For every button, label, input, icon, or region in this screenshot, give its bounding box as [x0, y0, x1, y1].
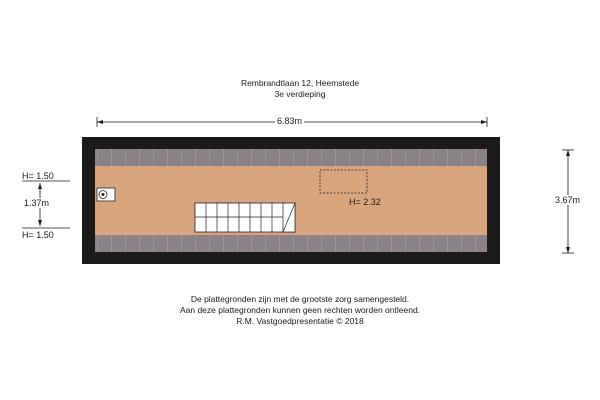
staircase-icon	[195, 203, 295, 232]
copyright-line: R.M. Vastgoedpresentatie © 2018	[236, 316, 364, 326]
left-height-top-label: H= 1.50	[22, 171, 54, 181]
width-label: 6.83m	[277, 116, 303, 126]
left-span-label: 1.37m	[24, 198, 50, 208]
left-height-bottom-label: H= 1.50	[22, 230, 54, 240]
depth-label: 3.67m	[555, 195, 581, 205]
roof-slope-top	[95, 149, 487, 166]
room-height-label: H= 2.32	[349, 197, 381, 207]
floor-title: 3e verdieping	[274, 89, 326, 99]
disclaimer-line-1: De plattegronden zijn met de grootste zorg samengesteld.	[190, 294, 410, 304]
roof-slope-bottom	[95, 235, 487, 252]
water-heater-icon	[97, 188, 115, 201]
disclaimer-line-2: Aan deze plattegronden kunnen geen rechten worden ontleend.	[179, 305, 421, 315]
address-title: Rembrandtlaan 12, Heemstede	[240, 78, 360, 88]
